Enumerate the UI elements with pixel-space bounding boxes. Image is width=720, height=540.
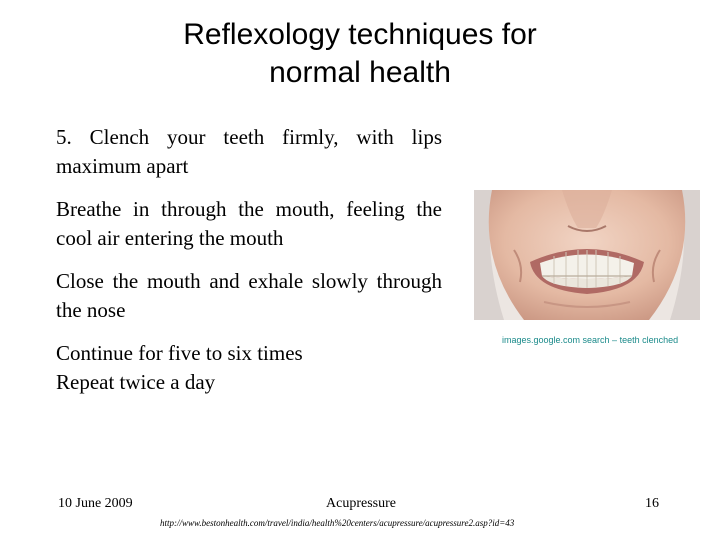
slide-number: 16 (645, 496, 659, 511)
title-line-2: normal health (269, 56, 451, 89)
image-caption: images.google.com search – teeth clenched (502, 335, 679, 345)
footer-topic: Acupressure (326, 496, 396, 511)
teeth-clenched-illustration (474, 190, 700, 320)
step-repeat-daily: Repeat twice a day (56, 370, 216, 394)
step-exhale: Close the mouth and exhale slowly through the nose (56, 269, 442, 322)
instruction-text (56, 123, 442, 397)
teeth-clenched-photo (474, 190, 700, 320)
title-line-1: Reflexology techniques for (183, 18, 537, 51)
step-repeat-count: Continue for five to six times (56, 341, 303, 365)
slide-title (60, 16, 660, 92)
step-breathe-in: Breathe in through the mouth, feeling the cool air entering the mouth (56, 197, 442, 250)
source-url: http://www.bestonhealth.com/travel/india/health%20centers/acupressure/acupressure2.asp?id=43 (160, 518, 515, 528)
step-clench: 5. Clench your teeth firmly, with lips maximum apart (56, 125, 442, 178)
footer-date: 10 June 2009 (58, 496, 133, 511)
